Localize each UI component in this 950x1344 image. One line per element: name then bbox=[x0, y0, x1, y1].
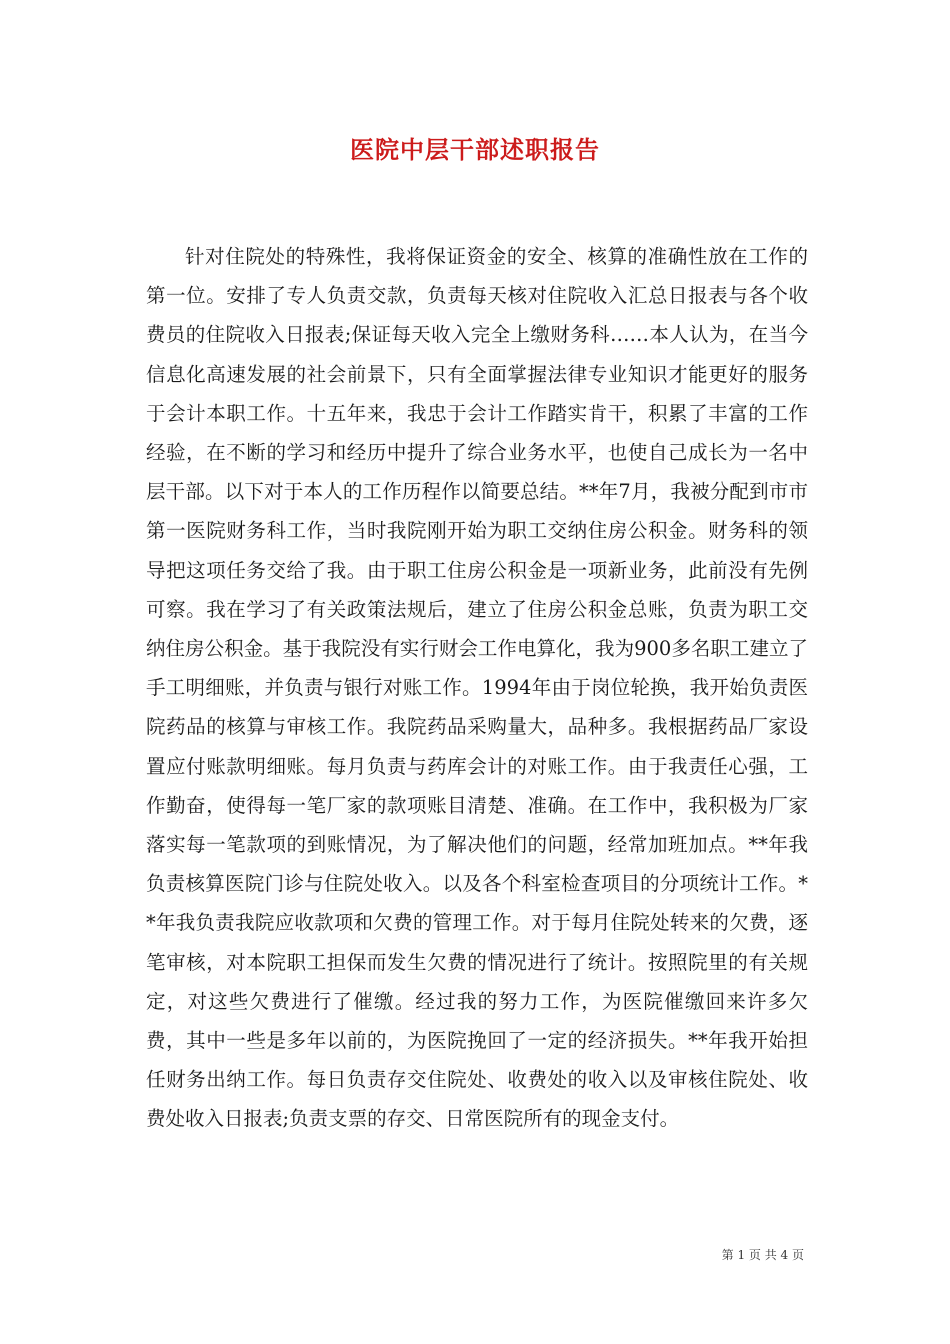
page-number: 第 1 页 共 4 页 bbox=[721, 1248, 804, 1262]
document-title: 医院中层干部述职报告 bbox=[350, 135, 600, 164]
body-paragraph: 针对住院处的特殊性，我将保证资金的安全、核算的准确性放在工作的第一位。安排了专人负责交款，负责每天核对住院收入汇总日报表与各个收费员的住院收入日报表;保证每天收入完全上缴财务科……本人认为，在当今信息化高速发展的社会前景下，只有全面掌握法律专业知识才能更好的服务于会计本职工作。十五年来，我忠于会计工作踏实肯干，积累了丰富的工作经验，在不断的学习和经历中提升了综合业务水平，也使自己成长为一名中层干部。以下对于本人的工作历程作以简要总结。**年7月，我被分配到市市第一医院财务科工作，当时我院刚开始为职工交纳住房公积金。财务科的领导把这项任务交给了我。由于职工住房公积金是一项新业务，此前没有先例可察。我在学习了有关政策法规后，建立了住房公积金总账，负责为职工交纳住房公积金。基于我院没有实行财会工作电算化，我为900多名职工建立了手工明细账，并负责与银行对账工作。1994年由于岗位轮换，我开始负责医院药品的核算与审核工作。我院药品采购量大，品种多。我根据药品厂家设置应付账款明细账。每月负责与药库会计的对账工作。由于我责任心强，工作勤奋，使得每一笔厂家的款项账目清楚、准确。在工作中，我积极为厂家落实每一笔款项的到账情况，为了解决他们的问题，经常加班加点。**年我负责核算医院门诊与住院处收入。以及各个科室检查项目的分项统计工作。**年我负责我院应收款项和欠费的管理工作。对于每月住院处转来的欠费，逐笔审核，对本院职工担保而发生欠费的情况进行了统计。按照院里的有关规定，对这些欠费进行了催缴。经过我的努力工作，为医院催缴回来许多欠费，其中一些是多年以前的，为医院挽回了一定的经济损失。**年我开始担任财务出纳工作。每日负责存交住院处、收费处的收入以及审核住院处、收费处收入日报表;负责支票的存交、日常医院所有的现金支付。 bbox=[146, 245, 808, 1131]
